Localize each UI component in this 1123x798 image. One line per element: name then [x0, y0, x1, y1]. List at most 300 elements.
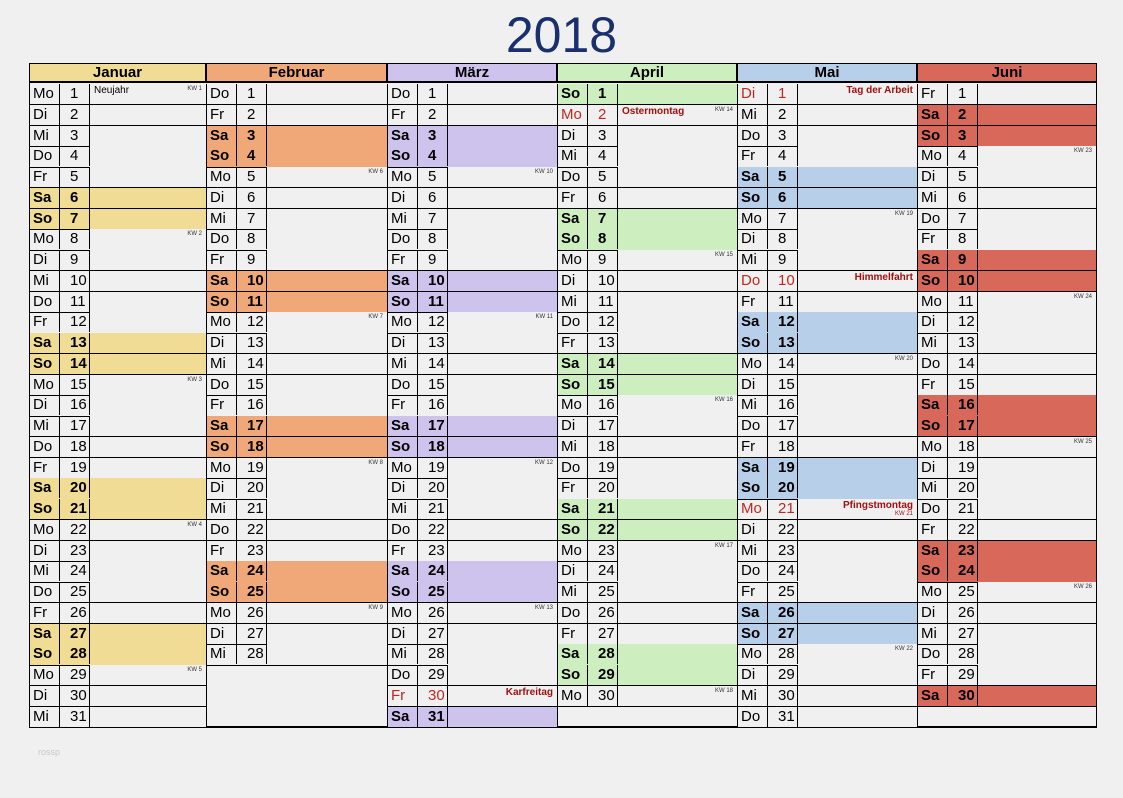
weekday-label: Mo — [388, 603, 418, 623]
day-number: 16 — [418, 395, 448, 415]
day-row — [29, 665, 206, 686]
weekday-label: Sa — [30, 624, 60, 644]
day-number: 18 — [948, 437, 978, 457]
day-row — [387, 707, 557, 728]
day-row — [387, 84, 557, 105]
day-row — [29, 84, 206, 105]
day-note-cell — [618, 209, 737, 229]
day-number: 15 — [60, 375, 90, 395]
day-row — [206, 250, 387, 271]
day-row — [737, 520, 917, 541]
weekday-label: So — [738, 188, 768, 208]
day-note-cell — [90, 375, 206, 395]
weekday-label: Sa — [207, 271, 237, 291]
day-row — [557, 665, 737, 686]
day-row — [737, 395, 917, 416]
day-number: 21 — [60, 499, 90, 519]
day-number: 13 — [60, 333, 90, 353]
calendar-week-label: KW 7 — [368, 314, 383, 321]
day-note-cell — [978, 395, 1096, 415]
day-row — [557, 271, 737, 292]
weekday-label: Do — [558, 458, 588, 478]
day-row — [387, 686, 557, 707]
day-row — [917, 437, 1097, 458]
day-row — [557, 541, 737, 562]
calendar-week-label: KW 4 — [187, 521, 202, 528]
weekday-label: Sa — [388, 561, 418, 581]
day-number: 12 — [418, 312, 448, 332]
day-note-cell — [978, 333, 1096, 353]
day-note-cell — [978, 603, 1096, 623]
day-row — [737, 499, 917, 520]
calendar-week-label: KW 15 — [714, 252, 733, 258]
day-note-cell — [448, 395, 557, 415]
day-note-cell — [618, 188, 737, 208]
day-row — [387, 603, 557, 624]
day-number: 29 — [60, 665, 90, 685]
day-row — [917, 146, 1097, 167]
day-number: 2 — [237, 105, 267, 125]
day-row — [29, 458, 206, 479]
weekday-label: Fr — [207, 250, 237, 270]
day-row — [557, 188, 737, 209]
weekday-label: Mo — [207, 312, 237, 332]
day-note-cell — [267, 458, 387, 478]
day-number: 11 — [588, 292, 618, 312]
day-row — [206, 271, 387, 292]
weekday-label: Di — [558, 271, 588, 291]
day-note-cell — [448, 520, 557, 540]
day-row — [557, 126, 737, 147]
day-note-cell — [798, 665, 917, 685]
day-number: 25 — [60, 582, 90, 602]
day-row — [206, 312, 387, 333]
day-number: 19 — [588, 458, 618, 478]
day-number: 11 — [768, 292, 798, 312]
weekday-label: Do — [558, 603, 588, 623]
day-number: 2 — [418, 105, 448, 125]
day-number: 22 — [768, 520, 798, 540]
weekday-label: Fr — [207, 105, 237, 125]
weekday-label: So — [918, 561, 948, 581]
day-note-cell — [267, 644, 387, 664]
day-number: 7 — [418, 209, 448, 229]
calendar-week-label: KW 13 — [534, 604, 553, 611]
weekday-label: So — [738, 333, 768, 353]
day-row — [387, 312, 557, 333]
weekday-label: Fr — [918, 375, 948, 395]
day-row — [917, 271, 1097, 292]
day-row — [737, 167, 917, 188]
day-number: 11 — [237, 292, 267, 312]
holiday-label: Karfreitag — [505, 686, 553, 698]
day-row — [737, 686, 917, 707]
day-number: 30 — [60, 686, 90, 706]
day-row — [917, 354, 1097, 375]
weekday-label: Mi — [558, 292, 588, 312]
calendar-week-label: KW 11 — [535, 314, 553, 321]
weekday-label: Fr — [30, 312, 60, 332]
weekday-label: Fr — [388, 250, 418, 270]
day-number: 25 — [768, 582, 798, 602]
day-number: 4 — [237, 146, 267, 166]
weekday-label: Sa — [558, 499, 588, 519]
day-row — [206, 416, 387, 437]
day-row — [917, 209, 1097, 230]
day-row — [206, 644, 387, 665]
day-note-cell — [267, 229, 387, 249]
day-row — [557, 478, 737, 499]
day-number: 21 — [768, 499, 798, 519]
day-number: 25 — [418, 582, 448, 602]
day-number: 18 — [768, 437, 798, 457]
day-row — [557, 624, 737, 645]
day-row — [387, 146, 557, 167]
day-number: 23 — [237, 541, 267, 561]
day-note-cell — [90, 250, 206, 270]
day-row — [557, 312, 737, 333]
day-note-cell — [267, 271, 387, 291]
weekday-label: Mo — [207, 458, 237, 478]
day-row — [917, 541, 1097, 562]
day-row — [29, 582, 206, 603]
day-note-cell — [90, 541, 206, 561]
day-number: 31 — [60, 707, 90, 727]
day-number: 27 — [418, 624, 448, 644]
day-note-cell — [798, 250, 917, 270]
day-row — [917, 395, 1097, 416]
day-number: 25 — [237, 582, 267, 602]
day-number: 8 — [768, 229, 798, 249]
day-number: 24 — [768, 561, 798, 581]
day-number: 20 — [418, 478, 448, 498]
day-note-cell — [798, 520, 917, 540]
day-note-cell — [798, 167, 917, 187]
weekday-label: Mi — [558, 582, 588, 602]
weekday-label: Do — [738, 416, 768, 436]
day-row — [737, 561, 917, 582]
day-number: 6 — [60, 188, 90, 208]
day-row — [737, 375, 917, 396]
day-number: 21 — [588, 499, 618, 519]
day-note-cell — [448, 375, 557, 395]
day-row — [917, 188, 1097, 209]
weekday-label: Do — [207, 375, 237, 395]
day-note-cell — [978, 665, 1096, 685]
weekday-label: Do — [558, 167, 588, 187]
day-note-cell — [978, 229, 1096, 249]
weekday-label: Mi — [388, 644, 418, 664]
day-row — [29, 603, 206, 624]
day-number: 18 — [588, 437, 618, 457]
weekday-label: Mo — [918, 146, 948, 166]
weekday-label: Mo — [30, 229, 60, 249]
day-number: 18 — [60, 437, 90, 457]
day-note-cell — [798, 126, 917, 146]
weekday-label: Do — [30, 437, 60, 457]
weekday-label: Sa — [738, 603, 768, 623]
day-row — [737, 707, 917, 728]
month-column — [387, 63, 557, 727]
day-number: 16 — [588, 395, 618, 415]
weekday-label: Di — [30, 686, 60, 706]
weekday-label: Di — [388, 333, 418, 353]
day-number: 28 — [237, 644, 267, 664]
weekday-label: Fr — [738, 146, 768, 166]
day-number: 15 — [418, 375, 448, 395]
day-row — [737, 582, 917, 603]
day-row — [29, 292, 206, 313]
day-row — [917, 84, 1097, 105]
day-note-cell — [267, 437, 387, 457]
day-number: 13 — [948, 333, 978, 353]
day-row — [387, 354, 557, 375]
day-number: 23 — [60, 541, 90, 561]
empty-cell — [557, 707, 737, 728]
day-row — [917, 520, 1097, 541]
day-note-cell — [90, 561, 206, 581]
day-number: 6 — [768, 188, 798, 208]
day-note-cell — [978, 644, 1096, 664]
calendar-week-label: KW 3 — [187, 376, 202, 383]
weekday-label: Fr — [30, 458, 60, 478]
weekday-label: Sa — [918, 541, 948, 561]
weekday-label: Mo — [30, 665, 60, 685]
day-row — [917, 375, 1097, 396]
day-row — [557, 146, 737, 167]
weekday-label: Di — [738, 665, 768, 685]
day-row — [29, 624, 206, 645]
day-note-cell — [448, 167, 557, 187]
day-note-cell — [90, 582, 206, 602]
day-note-cell — [618, 292, 737, 312]
day-note-cell — [978, 375, 1096, 395]
day-row — [29, 126, 206, 147]
weekday-label: Mi — [738, 541, 768, 561]
weekday-label: Do — [918, 499, 948, 519]
calendar-week-label: KW 5 — [187, 667, 202, 673]
day-note-cell — [90, 644, 206, 664]
weekday-label: Mo — [738, 354, 768, 374]
day-row — [387, 561, 557, 582]
day-row — [917, 126, 1097, 147]
day-note-cell — [618, 499, 737, 519]
day-note-cell — [798, 707, 917, 727]
day-note-cell — [618, 541, 737, 561]
day-number: 8 — [237, 229, 267, 249]
day-number: 9 — [237, 250, 267, 270]
day-number: 9 — [588, 250, 618, 270]
day-number: 11 — [418, 292, 448, 312]
day-row — [387, 416, 557, 437]
day-number: 15 — [588, 375, 618, 395]
calendar-week-label: KW 9 — [368, 604, 383, 611]
day-note-cell — [978, 250, 1096, 270]
day-number: 12 — [237, 312, 267, 332]
weekday-label: Mo — [918, 437, 948, 457]
day-row — [387, 478, 557, 499]
day-note-cell — [267, 209, 387, 229]
day-number: 1 — [588, 84, 618, 104]
day-number: 17 — [588, 416, 618, 436]
day-number: 10 — [237, 271, 267, 291]
day-row — [737, 209, 917, 230]
day-number: 31 — [768, 707, 798, 727]
day-number: 24 — [588, 561, 618, 581]
day-note-cell — [90, 84, 206, 104]
day-row — [387, 250, 557, 271]
day-note-cell — [618, 416, 737, 436]
day-row — [737, 250, 917, 271]
weekday-label: Do — [738, 271, 768, 291]
day-note-cell — [978, 209, 1096, 229]
day-row — [557, 167, 737, 188]
weekday-label: Sa — [207, 126, 237, 146]
day-number: 1 — [60, 84, 90, 104]
day-note-cell — [978, 292, 1096, 312]
day-note-cell — [618, 167, 737, 187]
day-number: 14 — [237, 354, 267, 374]
day-row — [206, 624, 387, 645]
day-row — [206, 437, 387, 458]
day-number: 28 — [948, 644, 978, 664]
day-number: 24 — [237, 561, 267, 581]
weekday-label: So — [558, 375, 588, 395]
day-number: 30 — [588, 686, 618, 706]
day-note-cell — [90, 209, 206, 229]
calendar-week-label: KW 17 — [714, 542, 733, 549]
weekday-label: Mi — [558, 146, 588, 166]
day-row — [737, 478, 917, 499]
day-note-cell — [90, 478, 206, 498]
day-note-cell — [267, 354, 387, 374]
day-number: 26 — [60, 603, 90, 623]
day-row — [29, 707, 206, 728]
day-note-cell — [618, 105, 737, 125]
day-note-cell — [267, 499, 387, 519]
day-note-cell — [90, 603, 206, 623]
day-number: 14 — [60, 354, 90, 374]
day-note-cell — [267, 624, 387, 644]
day-note-cell — [978, 478, 1096, 498]
weekday-label: So — [30, 209, 60, 229]
day-number: 13 — [237, 333, 267, 353]
day-number: 3 — [237, 126, 267, 146]
day-number: 24 — [60, 561, 90, 581]
weekday-label: Mo — [918, 292, 948, 312]
day-row — [917, 333, 1097, 354]
day-row — [206, 146, 387, 167]
day-number: 29 — [418, 665, 448, 685]
weekday-label: Mo — [558, 395, 588, 415]
day-note-cell — [267, 84, 387, 104]
day-row — [29, 437, 206, 458]
weekday-label: Mi — [558, 437, 588, 457]
day-number: 16 — [237, 395, 267, 415]
day-note-cell — [798, 84, 917, 104]
day-row — [737, 458, 917, 479]
weekday-label: Sa — [30, 478, 60, 498]
weekday-label: Mi — [30, 416, 60, 436]
day-row — [557, 84, 737, 105]
weekday-label: Mi — [738, 250, 768, 270]
day-note-cell — [448, 561, 557, 581]
weekday-label: So — [558, 84, 588, 104]
weekday-label: Mi — [207, 499, 237, 519]
day-number: 19 — [418, 458, 448, 478]
watermark: rossp — [38, 747, 61, 757]
weekday-label: So — [558, 229, 588, 249]
calendar-week-label: KW 21 — [894, 511, 913, 517]
day-row — [387, 105, 557, 126]
day-note-cell — [448, 354, 557, 374]
weekday-label: Do — [918, 644, 948, 664]
day-row — [29, 561, 206, 582]
weekday-label: Di — [30, 395, 60, 415]
calendar-week-label: KW 24 — [1073, 293, 1092, 300]
day-number: 14 — [948, 354, 978, 374]
month-column — [29, 63, 206, 727]
day-row — [917, 416, 1097, 437]
day-row — [387, 188, 557, 209]
day-note-cell — [448, 333, 557, 353]
weekday-label: Do — [207, 520, 237, 540]
day-note-cell — [978, 105, 1096, 125]
day-note-cell — [90, 458, 206, 478]
day-number: 10 — [418, 271, 448, 291]
day-note-cell — [978, 437, 1096, 457]
day-note-cell — [978, 271, 1096, 291]
weekday-label: Mi — [388, 499, 418, 519]
day-row — [29, 250, 206, 271]
day-row — [206, 375, 387, 396]
day-number: 6 — [588, 188, 618, 208]
day-number: 23 — [948, 541, 978, 561]
day-number: 12 — [768, 312, 798, 332]
day-number: 10 — [768, 271, 798, 291]
weekday-label: Fr — [558, 478, 588, 498]
day-note-cell — [978, 624, 1096, 644]
weekday-label: Do — [30, 146, 60, 166]
weekday-label: Mi — [30, 271, 60, 291]
weekday-label: Sa — [738, 312, 768, 332]
day-number: 17 — [948, 416, 978, 436]
weekday-label: So — [30, 499, 60, 519]
day-note-cell — [90, 437, 206, 457]
day-row — [737, 292, 917, 313]
weekday-label: Do — [918, 209, 948, 229]
day-row — [737, 541, 917, 562]
weekday-label: Di — [30, 250, 60, 270]
day-note-cell — [798, 146, 917, 166]
day-note-cell — [798, 582, 917, 602]
calendar-week-label: KW 23 — [1073, 148, 1092, 155]
day-number: 19 — [948, 458, 978, 478]
day-row — [737, 416, 917, 437]
day-note-cell — [267, 478, 387, 498]
day-note-cell — [448, 582, 557, 602]
day-number: 31 — [418, 707, 448, 727]
weekday-label: Fr — [207, 541, 237, 561]
day-note-cell — [618, 375, 737, 395]
day-note-cell — [267, 520, 387, 540]
day-number: 6 — [418, 188, 448, 208]
day-note-cell — [798, 209, 917, 229]
weekday-label: Fr — [738, 582, 768, 602]
weekday-label: Mi — [30, 126, 60, 146]
day-note-cell — [448, 105, 557, 125]
day-note-cell — [618, 271, 737, 291]
